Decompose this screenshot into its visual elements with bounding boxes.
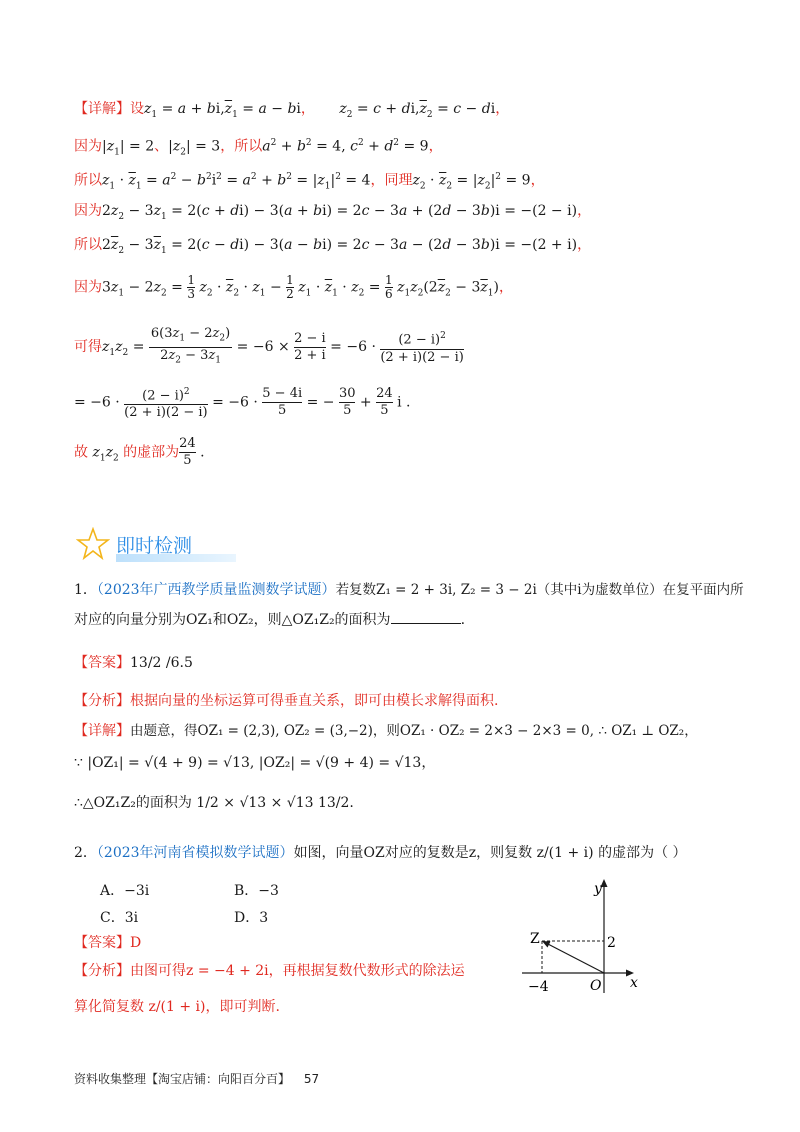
- option-a[interactable]: A．−3i: [100, 883, 150, 899]
- q2-text: 如图，向量OZ对应的复数是z，则复数 z/(1 + i) 的虚部为（ ）: [293, 845, 687, 861]
- q2-answer: [74, 932, 141, 954]
- q1-text-b: 对应的向量分别为OZ₁和OZ₂，则△OZ₁Z₂的面积为: [74, 612, 391, 628]
- y-tick-label: 2: [607, 935, 616, 951]
- q2-analysis-b-text: 算化简复数 z/(1 + i)，即可判断.: [74, 999, 280, 1015]
- detail-line-6: 因为$3z_1 - 2z_2$ = $\frac{1}{3}$ $z_2 \cdot \overline{z}_2 \cdot z_1$ − $\frac{1}{2}$ $z_1 \cdot \overline{z}_1 \cdot z_2$ = $\frac{1}{6}$ $z_1z_2(2\overline{z}_2 - 3\overline{z}_1)$，: [74, 273, 513, 301]
- option-b[interactable]: B．−3: [234, 883, 279, 899]
- q1-detail-b-text: ∵ |OZ₁| = √(4 + 9) = √13, |OZ₂| = √(9 + 4) = √13，: [74, 755, 436, 771]
- q1-line-1: [74, 579, 744, 601]
- answer-blank: [391, 609, 461, 624]
- q1-detail-a: [74, 720, 698, 742]
- y-axis-label: y: [594, 881, 602, 897]
- detail-line-5: 所以$2\overline{z}_2 - 3\overline{z}_1 = 2(c - di) - 3(a - bi) = 2c - 3a - (2d - 3b)i = -(2 + i)$，: [74, 237, 592, 256]
- detail-line-7: 可得$z_1z_2$ = $\frac{6(3z_1 - 2z_2)}{2\overline{z}_2 - 3\overline{z}_1}$ = −6 × $\frac{2 - i}{2 + i}$ = −6 · $\frac{(2 - i)^2}{(2 + i)(2 - i)}$: [74, 326, 464, 366]
- section-title: 即时检测: [116, 534, 193, 557]
- q2-analysis-b: [74, 996, 280, 1018]
- q1-detail-b: [74, 752, 435, 774]
- section-header: [76, 524, 192, 564]
- complex-plane-figure: [510, 875, 650, 1000]
- q1-detail-label: 【详解】: [74, 723, 130, 739]
- x-axis-label: x: [630, 975, 638, 991]
- detail-line-4: 因为$2z_2 - 3z_1 = 2(c + di) - 3(a + bi) = 2c - 3a + (2d - 3b)i = -(2 - i)$，: [74, 203, 592, 222]
- detail-line-1: 【详解】设$z_1 = a + bi,\overline{z}_1 = a$ − bi， $z_2 = c + di,\overline{z}_2 = c$ − di，: [74, 101, 510, 120]
- q1-detail-c-text: ∴△OZ₁Z₂的面积为 1/2 × √13 × √13 13/2.: [74, 795, 354, 811]
- detail-line-8: = −6 · $\frac{(2 - i)^2}{(2 + i)(2 - i)}$ = −6 · $\frac{5 - 4i}{5}$ = − $\frac{30}{5}$ + $\frac{24}{5}$ i .: [74, 384, 411, 421]
- page-footer: [74, 1070, 319, 1087]
- q1-analysis-text: 根据向量的坐标运算可得垂直关系，即可由模长求解得面积.: [130, 693, 499, 709]
- origin-label: O: [590, 978, 602, 994]
- q1-analysis-label: 【分析】: [74, 693, 130, 709]
- star-icon: [76, 527, 110, 561]
- q1-answer-label: 【答案】: [74, 655, 130, 671]
- detail-line-9: 故 $z_1z_2$ 的虚部为 $\frac{24}{5}$ .: [74, 436, 205, 468]
- q1-answer-value: 13/2 /6.5: [130, 655, 193, 671]
- q2-analysis-a-text: 由图可得z = −4 + 2i，再根据复数代数形式的除法运: [130, 963, 465, 979]
- q2-source: （2023年河南省模拟数学试题）: [96, 845, 294, 861]
- q2-answer-value: D: [130, 935, 142, 951]
- q1-detail-a-text: 由题意，得OZ₁ = (2,3), OZ₂ = (3,−2)，则OZ₁ · OZ₂ = 2×3 − 2×3 = 0, ∴ OZ₁ ⊥ OZ₂，: [130, 723, 698, 739]
- q2-line: [74, 842, 687, 864]
- detail-line-3: 所以$z_1 \cdot \overline{z}_1 = a^2 - b^2i^2 = a^2 + b^2 = |z_1|^2 = 4$，同理$z_2 \cdot \overline{z}_2 = |z_2|^2 = 9$，: [74, 172, 545, 192]
- detail-line-2: 因为$|z_1| = 2$、$|z_2| = 3$，所以$a^2 + b^2 = 4$, $c^2 + d^2 = 9$，: [74, 138, 443, 158]
- q1-text-a: 若复数Z₁ = 2 + 3i, Z₂ = 3 − 2i（其中i为虚数单位）在复平面内所: [335, 582, 744, 598]
- page-number: 57: [303, 1072, 320, 1086]
- q2-analysis-a: [74, 960, 465, 982]
- point-label: Z: [530, 931, 540, 947]
- q1-source: （2023年广西教学质量监测数学试题）: [96, 582, 336, 598]
- x-tick-label: −4: [528, 979, 549, 995]
- option-c[interactable]: C．3i: [100, 910, 139, 926]
- q1-analysis: [74, 690, 498, 712]
- q1-line-2: 对应的向量分别为OZ₁和OZ₂，则△OZ₁Z₂的面积为 .: [74, 609, 465, 631]
- option-d[interactable]: D．3: [234, 910, 269, 926]
- q1-detail-c: [74, 792, 354, 814]
- footer-text: 资料收集整理【淘宝店铺：向阳百分百】: [74, 1072, 291, 1086]
- q1-number: 1．: [74, 582, 97, 598]
- q2-number: 2．: [74, 845, 97, 861]
- q1-answer: [74, 652, 193, 674]
- q2-answer-label: 【答案】: [74, 935, 130, 951]
- q2-analysis-label: 【分析】: [74, 963, 130, 979]
